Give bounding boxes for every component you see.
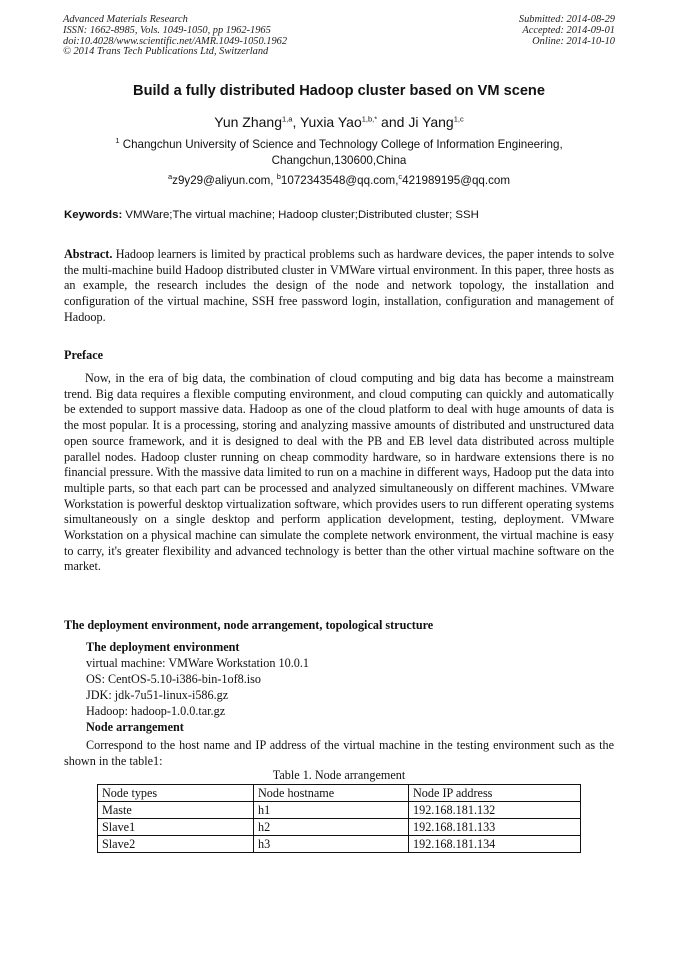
email-sup: a bbox=[168, 172, 173, 182]
table-header-cell: Node IP address bbox=[409, 785, 581, 802]
author-emails bbox=[0, 174, 678, 187]
affiliation bbox=[80, 137, 598, 169]
journal-issn: ISSN: 1662-8985, Vols. 1049-1050, pp 1962-1965 bbox=[63, 24, 271, 36]
author-separator: , bbox=[292, 114, 300, 130]
journal-doi: doi:10.4028/www.scientific.net/AMR.1049-1050.1962 bbox=[63, 35, 288, 47]
online-date: Online: 2014-10-10 bbox=[532, 35, 615, 47]
table-cell: h3 bbox=[254, 836, 409, 853]
deployment-item: OS: CentOS-5.10-i386-bin-1of8.iso bbox=[86, 672, 262, 686]
table-cell: h2 bbox=[254, 819, 409, 836]
author-name: Yuxia Yao bbox=[299, 114, 362, 130]
affiliation-line: Changchun,130600,China bbox=[271, 154, 407, 167]
keywords bbox=[64, 209, 624, 221]
author-list bbox=[0, 114, 678, 130]
author-sup: 1,a bbox=[282, 114, 293, 124]
table-row bbox=[98, 819, 581, 836]
table-caption: Table 1. Node arrangement bbox=[272, 768, 406, 782]
table-header-cell: Node hostname bbox=[254, 785, 409, 802]
table-cell: Slave2 bbox=[98, 836, 254, 853]
table-row bbox=[98, 802, 581, 819]
preface-heading: Preface bbox=[64, 348, 104, 362]
submitted-date: Submitted: 2014-08-29 bbox=[518, 14, 615, 25]
node-table bbox=[97, 784, 581, 853]
author-sup: 1,c bbox=[453, 114, 464, 124]
paper-title: Build a fully distributed Hadoop cluster based on VM scene bbox=[133, 83, 545, 99]
deployment-subheading: The deployment environment bbox=[86, 640, 240, 654]
author-name: Ji Yang bbox=[408, 114, 454, 130]
deployment-item: virtual machine: VMWare Workstation 10.0.1 bbox=[86, 656, 310, 670]
table-header-row bbox=[98, 785, 581, 802]
table-cell: h1 bbox=[254, 802, 409, 819]
deployment-item: JDK: jdk-7u51-linux-i586.gz bbox=[86, 688, 229, 702]
author-name: Yun Zhang bbox=[214, 114, 282, 130]
table-cell: 192.168.181.134 bbox=[409, 836, 581, 853]
journal-info bbox=[63, 15, 287, 58]
keywords-text: VMWare;The virtual machine; Hadoop cluster;Distributed cluster; SSH bbox=[122, 209, 479, 221]
email-sup: b bbox=[276, 172, 281, 182]
table-cell: 192.168.181.133 bbox=[409, 819, 581, 836]
correspond-text: Correspond to the host name and IP address of the virtual machine in the testing environment such as the shown in the table1: bbox=[64, 738, 614, 768]
table-cell: Slave1 bbox=[98, 819, 254, 836]
accepted-date: Accepted: 2014-09-01 bbox=[522, 24, 615, 36]
author-sup: 1,b,* bbox=[361, 114, 378, 124]
email-sup: c bbox=[398, 172, 403, 182]
abstract-text: Hadoop learners is limited by practical problems such as hardware devices, the paper intends to solve the multi-machine build Hadoop distributed cluster in VMWare virtual environment. In this paper, three hosts as an example, the research includes the design of the node and network topology, the installation and configuration of the virtual machine, SSH free password login, installation, configuration and management of Hadoop. bbox=[64, 247, 614, 324]
deployment-heading: The deployment environment, node arrangement, topological structure bbox=[64, 618, 434, 632]
submission-dates bbox=[519, 15, 615, 47]
table-header-cell: Node types bbox=[98, 785, 254, 802]
table-cell: 192.168.181.132 bbox=[409, 802, 581, 819]
journal-copyright: © 2014 Trans Tech Publications Ltd, Switzerland bbox=[63, 46, 269, 58]
node-arrangement-heading: Node arrangement bbox=[86, 720, 184, 734]
email-link[interactable]: 421989195@qq.com bbox=[402, 174, 510, 187]
abstract-label: Abstract. bbox=[64, 247, 113, 261]
table-cell: Maste bbox=[98, 802, 254, 819]
keywords-label: Keywords: bbox=[64, 209, 123, 221]
deployment-item: Hadoop: hadoop-1.0.0.tar.gz bbox=[86, 704, 226, 718]
abstract bbox=[64, 247, 614, 326]
affiliation-sup: 1 bbox=[115, 136, 120, 146]
email-link[interactable]: z9y29@aliyun.com, bbox=[172, 174, 277, 187]
preface-text: Now, in the era of big data, the combination of cloud computing and big data has become a mainstream trend. Big data requires a flexible computing environment, and cloud computing can quickly and automatically be extended to support massive data. Hadoop as one of the cloud platform to deal with huge amounts of data is the most popular. It is a processing, storing and analyzing massive amounts of distributed and unstructured data open source framework, and it is designed to deal with the PB and EB level data distributed across multiple parallel nodes. Hadoop cluster running on cheap commodity hardware, so in hardware extensions there is no financial pressure. With the massive data limited to run on a machine in different ways, Hadoop put the data into multiple parts, so that each part can be processed and analyzed simultaneously on different machines. VMware Workstation is powerful desktop virtualization software, which provides users to run different operating systems simultaneously on a single desktop and perform application development, testing, deployment. VMware Workstation on a physical machine can simulate the complete network environment, the virtual machine is easy to carry, it's greater flexibility and advanced technology is better than the other virtual machine software on the market. bbox=[64, 371, 614, 574]
author-separator: and bbox=[377, 114, 409, 130]
journal-name: Advanced Materials Research bbox=[63, 14, 188, 25]
affiliation-line: Changchun University of Science and Technology College of Information Engineering, bbox=[119, 138, 563, 151]
email-link[interactable]: 1072343548@qq.com, bbox=[280, 174, 399, 187]
table-row bbox=[98, 836, 581, 853]
